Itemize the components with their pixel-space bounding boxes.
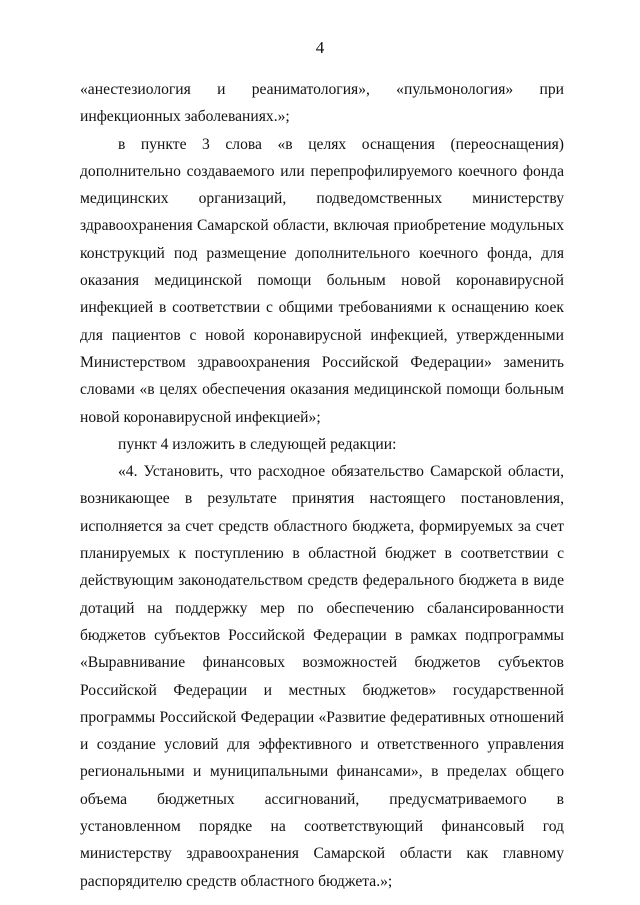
paragraph-continuation: «анестезиология и реаниматология», «пульмонология» при инфекционных заболеваниях.»; xyxy=(80,81,564,126)
document-body xyxy=(80,76,564,895)
paragraph-point-4-intro: пункт 4 изложить в следующей редакции: xyxy=(118,435,397,453)
paragraph-point-4-text: «4. Установить, что расходное обязательство Самарской области, возникающее в результате принятия настоящего постановления, исполняется за счет средств областного бюджета, формируемых за счет планируемых к поступлению в областной бюджет в соответствии с действующим законодательством средств федерального бюджета в виде дотаций на поддержку мер по обеспечению сбалансированности бюджетов субъектов Российской Федерации в рамках подпрограммы «Выравнивание финансовых возможностей бюджетов субъектов Российской Федерации и местных бюджетов» государственной программы Российской Федерации «Развитие федеративных отношений и создание условий для эффективного и ответственного управления региональными и муниципальными финансами», в пределах общего объема бюджетных ассигнований, предусматриваемого в установленном порядке на соответствующий финансовый год министерству здравоохранения Самарской области как главному распорядителю средств областного бюджета.»; xyxy=(80,463,564,890)
page-number: 4 xyxy=(315,38,325,57)
paragraph-point-3-amendment: в пункте 3 слова «в целях оснащения (переоснащения) дополнительно создаваемого или перепрофилируемого коечного фонда медицинских организаций, подведомственных министерству здравоохранения Самарской области, включая приобретение модульных конструкций под размещение дополнительного коечного фонда, для оказания медицинской помощи больным новой коронавирусной инфекцией в соответствии с общими требованиями к оснащению коек для пациентов с новой коронавирусной инфекцией, утвержденными Министерством здравоохранения Российской Федерации» заменить словами «в целях обеспечения оказания медицинской помощи больным новой коронавирусной инфекцией»; xyxy=(80,135,564,426)
